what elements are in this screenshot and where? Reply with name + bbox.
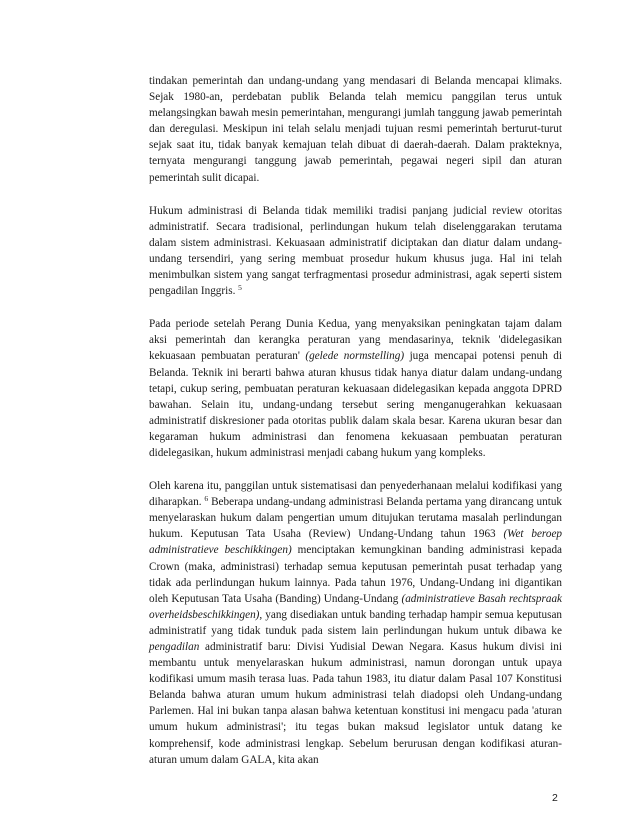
paragraph-4-text-c: menciptakan kemungkinan banding administrasi kepada Crown (maka, administrasi) terhadap semua keputusan pemerintah pusat terhadap yang tidak ada perlindungan hukum lainnya. Pada tahun 1976, Undang-Undang ini digantikan oleh Keputusan Tata Usaha (Banding) Undang-Undang (149, 544, 563, 605)
paragraph-2 (149, 203, 562, 300)
footnote-marker-6[interactable]: 6 (204, 494, 209, 504)
footnote-marker-5[interactable]: 5 (238, 283, 242, 293)
paragraph-1 (149, 73, 562, 186)
page-number: 2 (552, 792, 558, 804)
paragraph-4-italic-term-2: (administratieve Basah rechtspraak overheidsbeschikkingen), (149, 592, 562, 621)
paragraph-3-text-b: juga mencapai potensi penuh di Belanda. Teknik ini berarti bahwa aturan khusus tidak hanya diatur dalam undang-undang tetapi, cukup sering, pembuatan peraturan kekuasaan didelegasikan kepada anggota DPRD bawahan. Selain itu, undang-undang tersebut sering menganugerahkan kekuasaan administratif diskresioner pada otoritas publik dalam skala besar. Karena ukuran besar dan kegaraman hukum administrasi dan fenomena kekuasaan pembuatan peraturan didelegasikan, hukum administrasi menjadi cabang hukum yang kompleks. (149, 350, 562, 459)
paragraph-3-italic-term: (gelede normstelling) (305, 350, 405, 363)
paragraph-4-italic-term-3: pengadilan (149, 641, 200, 653)
document-body (149, 73, 562, 785)
paragraph-4-text-e: administratif baru: Divisi Yudisial Dewan Negara. Kasus hukum divisi ini membantu untuk menyelaraskan hukum administrasi, namun dorongan untuk upaya kodifikasi umum masih terasa luas. Pada tahun 1983, itu diatur dalam Pasal 107 Konstitusi Belanda bahwa aturan umum hukum administrasi telah diadopsi oleh Undang-undang Parlemen. Hal ini bukan tanpa alasan bahwa ketentuan konstitusi ini mengacu pada 'aturan umum hukum administrasi'; itu tegas bukan maksud legislator untuk datang ke komprehensif, kode administrasi lengkap. Sebelum berurusan dengan kodifikasi aturan-aturan umum dalam GALA, kita akan (149, 641, 562, 766)
paragraph-3 (149, 316, 562, 461)
paragraph-1-text: tindakan pemerintah dan undang-undang yang mendasari di Belanda mencapai klimaks. Sejak 1980-an, perdebatan publik Belanda telah memicu panggilan terus untuk melangsingkan bawah mesin pemerintahan, mengurangi jumlah tanggung jawab pemerintah dan deregulasi. Meskipun ini telah selalu menjadi tujuan resmi pemerintah berturut-turut sejak saat itu, tidak banyak kemajuan telah dibuat di daerah-daerah. Dalam prakteknya, ternyata mengurangi tanggung jawab pemerintah, pegawai negeri sipil dan aturan pemerintah sulit dicapai. (149, 75, 562, 184)
paragraph-4-text-d: yang disediakan untuk banding terhadap hampir semua keputusan administratif yang tidak tunduk pada sistem lain perlindungan hukum untuk dibawa ke (149, 608, 563, 637)
paragraph-4-text-b: Beberapa undang-undang administrasi Belanda pertama yang dirancang untuk menyelaraskan hukum dalam pengertian umum ditujukan terutama masalah perlindungan hukum. Keputusan Tata Usaha (Review) Undang-Undang tahun 1963 (149, 496, 563, 541)
paragraph-4-text-a: Oleh karena itu, panggilan untuk sistematisasi dan penyederhanaan melalui kodifikasi yang diharapkan. (149, 480, 562, 509)
paragraph-3-text-a: Pada periode setelah Perang Dunia Kedua, yang menyaksikan peningkatan tajam dalam aksi pemerintah dan kerangka peraturan yang mendasarinya, teknik 'didelegasikan kekuasaan pembuatan peraturan' (149, 318, 562, 363)
paragraph-4-italic-term-1: (Wet beroep administratieve beschikkingen) (149, 528, 562, 557)
paragraph-2-text: Hukum administrasi di Belanda tidak memiliki tradisi panjang judicial review otoritas administratif. Secara tradisional, perlindungan hukum telah diselenggarakan terutama dalam sistem administrasi. Kekuasaan administratif diciptakan dan diatur dalam undang-undang tersendiri, yang sering membuat prosedur hukum khusus juga. Hal ini telah menimbulkan sistem yang sangat terfragmentasi prosedur administrasi, agak seperti sistem pengadilan Inggris. (149, 204, 562, 298)
paragraph-4 (149, 478, 562, 768)
